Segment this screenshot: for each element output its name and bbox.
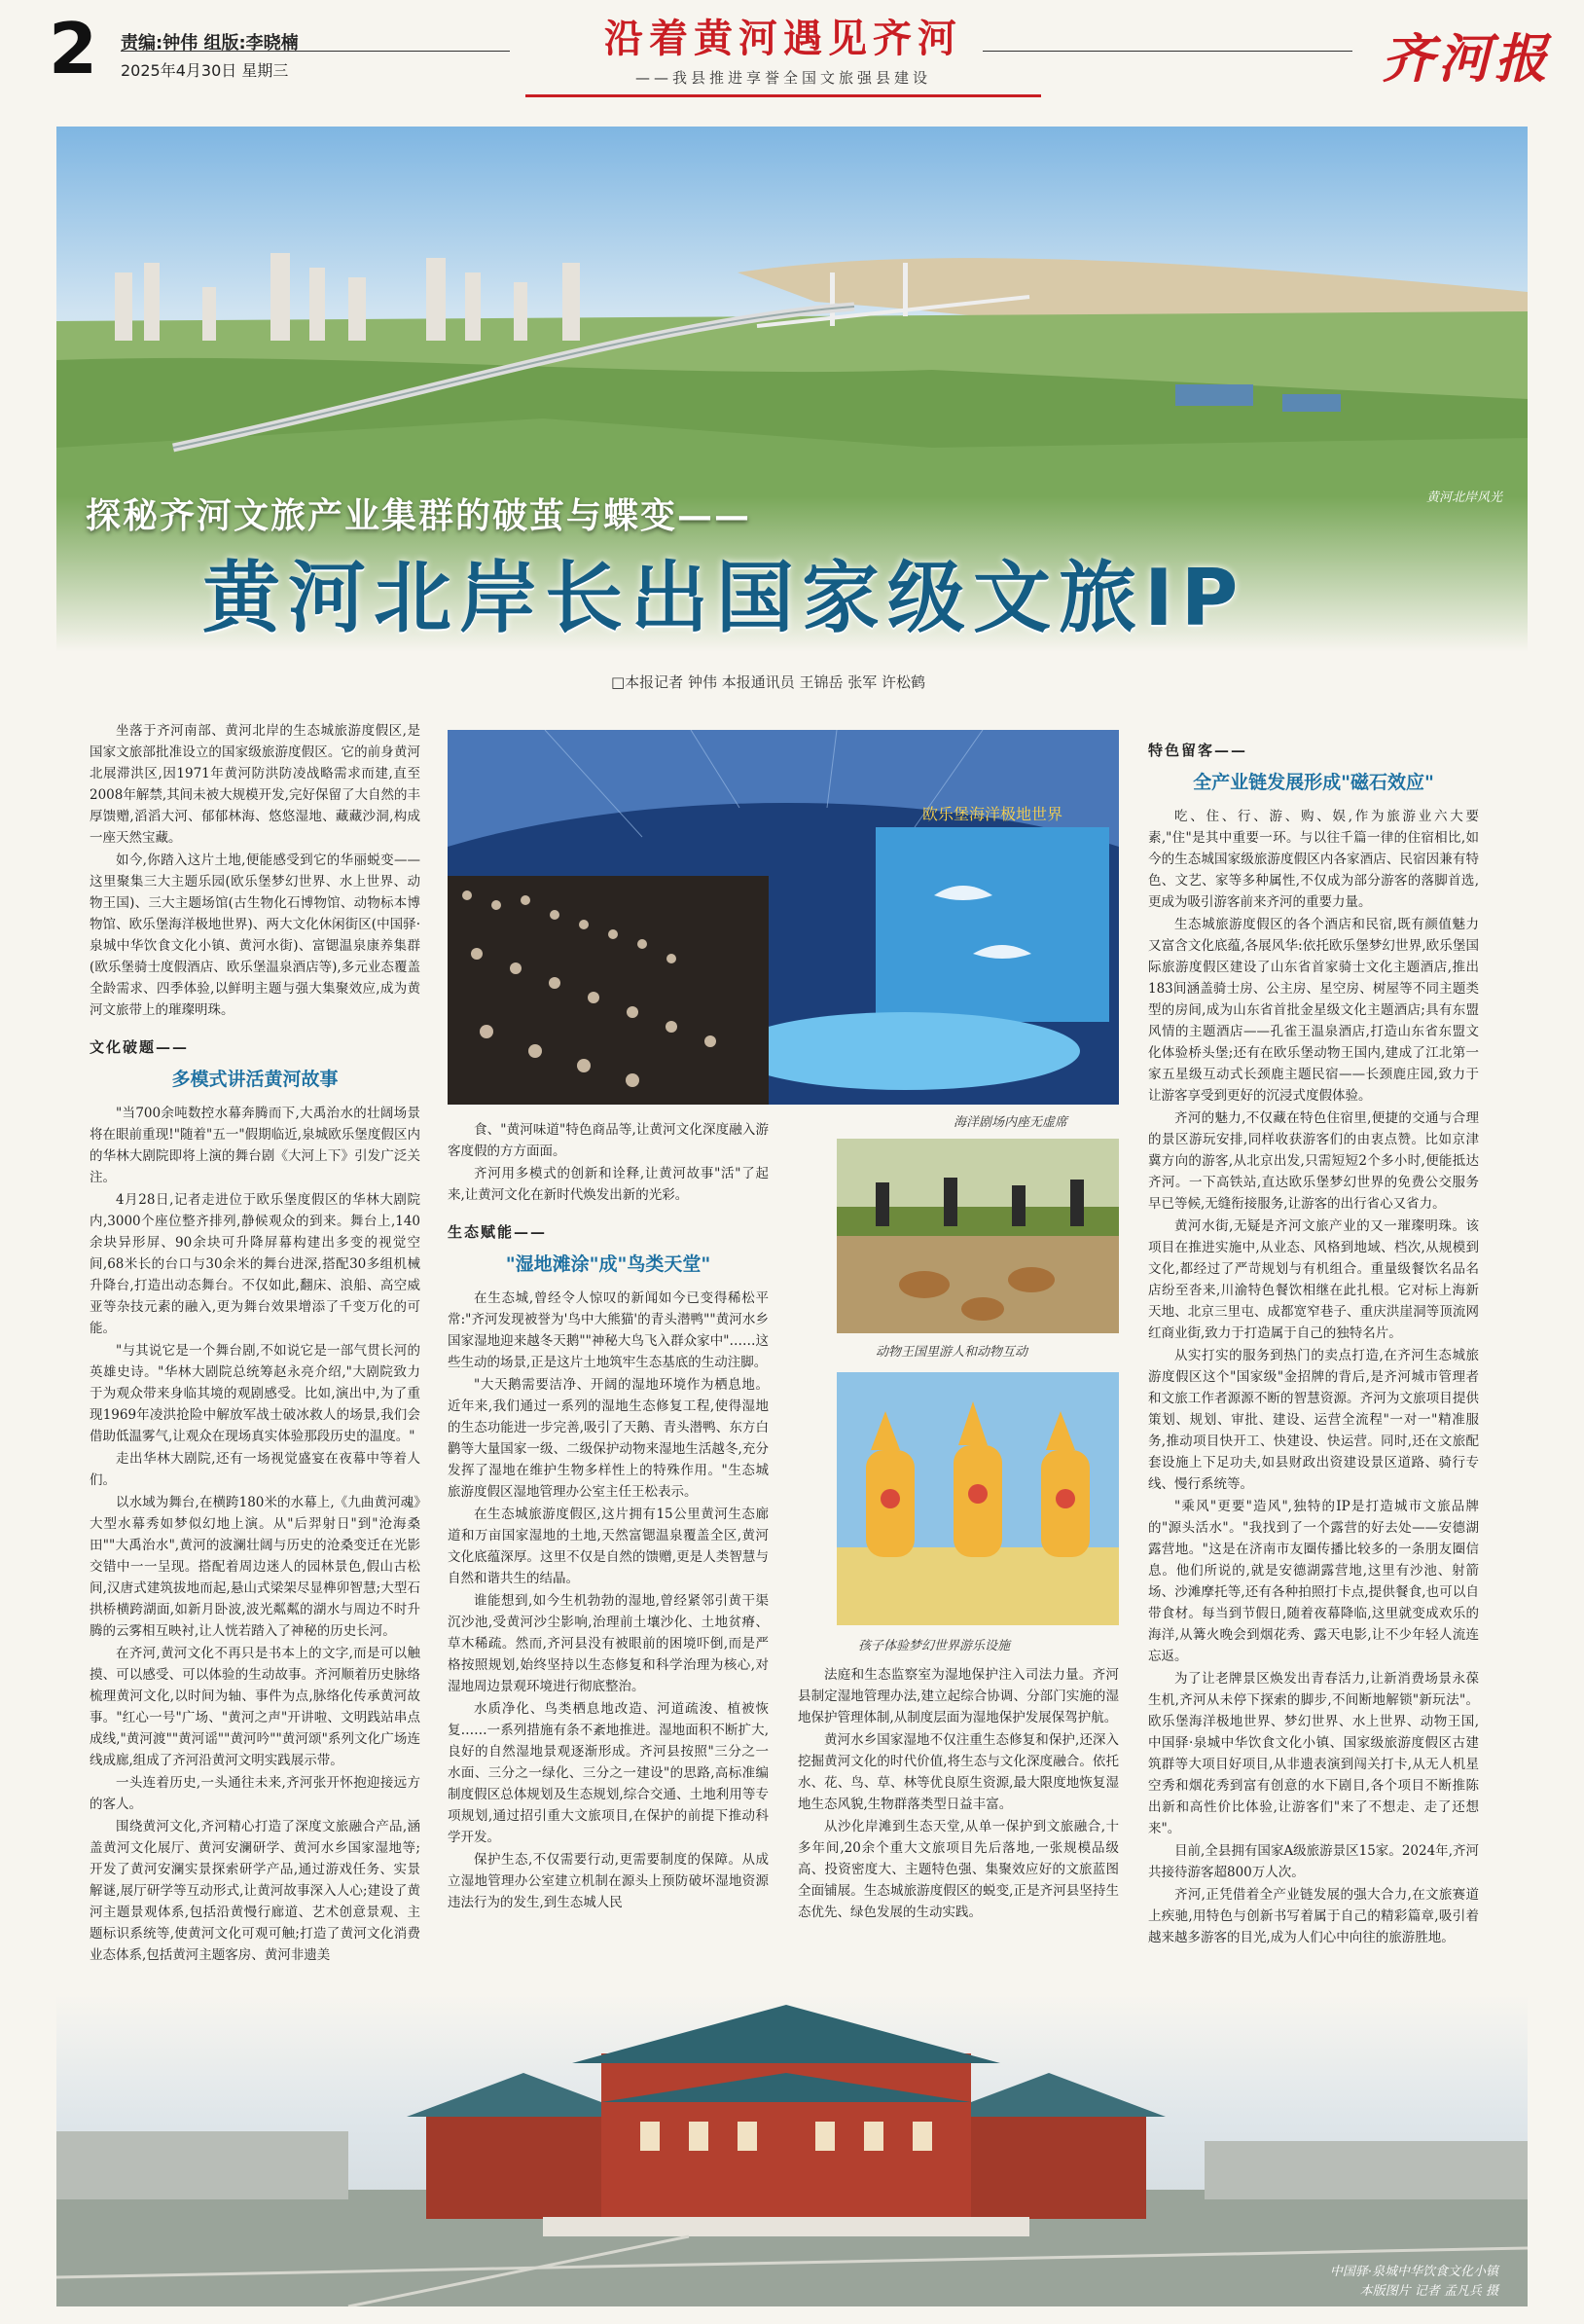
aquarium-photo-caption: 海洋剧场内座无虚席 [954,1115,1068,1130]
footer-photo-caption: 中国驿·泉城中华饮食文化小镇 [1329,2265,1498,2279]
paragraph: 一头连着历史,一头通往未来,齐河张开怀抱迎接远方的客人。 [90,1775,420,1812]
paragraph: 在生态城,曾经令人惊叹的新闻如今已变得稀松平常:"齐河发现被誉为'鸟中大熊猫'的青头潜鸭""黄河水乡国家湿地迎来越冬天鹅""神秘大鸟飞入群众家中"……这些生动的场景,正是这片土地筑牢生态基底的生动注脚。 [448,1290,769,1370]
column-subtitle: ——我县推进享誉全国文旅强县建设 [634,69,931,87]
section-kicker: 特色留客—— [1148,742,1248,759]
animal-photo [837,1139,1119,1333]
header-rule-left [121,51,510,52]
article-column-3 [798,1664,1119,1924]
paragraph: 如今,你踏入这片土地,便能感受到它的华丽蜕变——这里聚集三大主题乐园(欧乐堡梦幻世界、水上世界、动物王国)、三大主题场馆(古生物化石博物馆、动物标本博物馆、欧乐堡海洋极地世界)、两大文化休闲街区(中国驿·泉城中华饮食文化小镇、黄河水街)、富锶温泉康养集群(欧乐堡骑士度假酒店、欧乐堡温泉酒店等),多元业态覆盖全龄需求、四季体验,以鲜明主题与强大集聚效应,成为黄河文旅带上的璀璨明珠。 [90,853,420,1018]
editor-credits: 责编:钟伟 组版:李晓楠 [121,33,299,54]
section-title: 多模式讲活黄河故事 [171,1069,339,1090]
photo-credit: 本版图片 记者 孟凡兵 摄 [1359,2284,1498,2299]
issue-date: 2025年4月30日 星期三 [121,61,289,80]
main-headline: 黄河北岸长出国家级文旅IP [202,553,1246,643]
byline: □本报记者 钟伟 本报通讯员 王锦岳 张军 许松鹤 [611,673,926,691]
paragraph: 齐河用多模式的创新和诠释,让黄河故事"活"了起来,让黄河文化在新时代焕发出新的光彩。 [448,1166,769,1203]
article-column-4 [1148,740,1479,1949]
article-column-1 [90,720,420,1967]
paragraph: 在齐河,黄河文化不再只是书本上的文字,而是可以触摸、可以感受、可以体验的生动故事。齐河顺着历史脉络梳理黄河文化,以时间为轴、事件为点,脉络化传承黄河故事。"红心一号"广场、"黄河之声"开讲啦、文明践站串点成线,"黄河渡""黄河谣""黄河吟""黄河颂"系列文化广场连线成廊,组成了齐河沿黄河文明实践展示带。 [90,1646,420,1768]
paragraph: 坐落于齐河南部、黄河北岸的生态城旅游度假区,是国家文旅部批准设立的国家级旅游度假区。它的前身黄河北展滞洪区,因1971年黄河防洪防凌战略需求而建,直至2008年解禁,其间未被大规模开发,完好保留了大自然的丰厚馈赠,滔滔大河、郁郁林海、悠悠湿地、藏藏沙洞,构成一座天然宝藏。 [90,723,420,846]
kids-photo-caption: 孩子体验梦幻世界游乐设施 [858,1639,1011,1653]
headline-kicker: 探秘齐河文旅产业集群的破茧与蝶变—— [86,495,752,536]
section-heading-hospitality [1148,740,1479,794]
paragraph: 生态城旅游度假区的各个酒店和民宿,既有颜值魅力又富含文化底蕴,各展风华:依托欧乐堡梦幻世界,欧乐堡国际旅游度假区建设了山东省首家骑士文化主题酒店,推出183间涵盖骑士房、公主房、星空房、树屋等不同主题类型的房间,成为山东省首批金星级文化主题酒店;具有东盟风情的主题酒店——孔雀王温泉酒店,打造山东省东盟文化体验桥头堡;还有在欧乐堡动物王国内,建成了江北第一家五星级互动式长颈鹿主题民宿——长颈鹿庄园,致力于让游客享受到更好的沉浸式度假体验。 [1148,917,1479,1104]
aquarium-illustration [448,730,1119,1105]
aquarium-sign: 欧乐堡海洋极地世界 [921,805,1063,823]
paragraph: 齐河,正凭借着全产业链发展的强大合力,在文旅赛道上疾驰,用特色与创新书写着属于自己的精彩篇章,吸引着越来越多游客的目光,成为人们心中向往的旅游胜地。 [1148,1887,1479,1945]
animal-illustration [837,1139,1119,1333]
newspaper-logo: 齐河报 [1382,27,1551,90]
paragraph: 4月28日,记者走进位于欧乐堡度假区的华林大剧院内,3000个座位整齐排列,静候观众的到来。舞台上,140余块异形屏、90余块可升降屏幕构建出多变的视觉空间,68米长的台口与30余米的舞台进深,搭配30多组机械升降台,打造出动态舞台。不仅如此,翻床、浪船、高空威亚等杂技元素的融入,更为舞台效果增添了千变万化的可能。 [90,1192,420,1336]
paragraph: 从实打实的服务到热门的卖点打造,在齐河生态城旅游度假区这个"国家级"金招牌的背后,是齐河城市管理者和文旅工作者源源不断的智慧资源。齐河为文旅项目提供策划、规划、审批、建设、运营全流程"一对一"精准服务,推动项目快开工、快建设、快运营。同时,还在文旅配套设施上下足功夫,如县财政出资建设景区道路、骑行专线、慢行系统等。 [1148,1348,1479,1492]
aquarium-photo [448,730,1119,1105]
paragraph: 目前,全县拥有国家A级旅游景区15家。2024年,齐河共接待游客超800万人次。 [1148,1843,1479,1880]
paragraph: 在生态城旅游度假区,这片拥有15公里黄河生态廊道和万亩国家湿地的土地,天然富锶温泉覆盖全区,黄河文化底蕴深厚。这里不仅是自然的馈赠,更是人类智慧与自然和谐共生的结晶。 [448,1507,769,1586]
animal-photo-caption: 动物王国里游人和动物互动 [876,1345,1028,1360]
page-header [0,0,1584,107]
paragraph: 黄河水乡国家湿地不仅注重生态修复和保护,还深入挖掘黄河文化的时代价值,将生态与文化深度融合。依托水、花、鸟、草、林等优良原生资源,最大限度地恢复湿地生态风貌,生物群落类型日益丰富。 [798,1732,1119,1812]
column-title-block [525,8,1041,97]
column-title: 沿着黄河遇见齐河 [604,16,962,61]
paragraph: 吃、住、行、游、购、娱,作为旅游业六大要素,"住"是其中重要一环。与以往千篇一律的住宿相比,如今的生态城国家级旅游度假区内各家酒店、民宿因兼有特色、文艺、家等多种属性,不仅成为部分游客的落脚首选,更成为吸引游客前来齐河的重要力量。 [1148,809,1479,910]
section-kicker: 文化破题—— [90,1038,190,1056]
paragraph: "大天鹅需要洁净、开阔的湿地环境作为栖息地。近年来,我们通过一系列的湿地生态修复工程,使得湿地的生态功能进一步完善,吸引了天鹅、青头潜鸭、东方白鹳等大量国家一级、二级保护动物来湿地生活越冬,充分发挥了湿地在维护生物多样性上的特殊作用。"生态城旅游度假区湿地管理办公室主任王松表示。 [448,1377,769,1500]
section-title: 全产业链发展形成"磁石效应" [1193,772,1434,793]
kids-ride-photo [837,1372,1119,1625]
paragraph: "当700余吨数控水幕奔腾而下,大禹治水的壮阔场景将在眼前重现!"随着"五一"假期临近,泉城欧乐堡度假区内的华林大剧院即将上演的舞台剧《大河上下》引发广泛关注。 [90,1106,420,1185]
paragraph: "与其说它是一个舞台剧,不如说它是一部气贯长河的英雄史诗。"华林大剧院总统筹赵永亮介绍,"大剧院致力于为观众带来身临其境的观剧感受。比如,演出中,为了重现1969年凌洪抢险中解放军战士破冰救人的场景,我们会借助低温雾气,让观众在现场真实体验那段历史的温度。" [90,1343,420,1444]
paragraph: 食、"黄河味道"特色商品等,让黄河文化深度融入游客度假的方方面面。 [448,1122,769,1159]
paragraph: 以水域为舞台,在横跨180米的水幕上,《九曲黄河魂》大型水幕秀如梦似幻地上演。从"后羿射日"到"沧海桑田""大禹治水",黄河的波澜壮阔与历史的沧桑变迁在光影交错中一一呈现。搭配着周边迷人的园林景色,假山古松间,汉唐式建筑拔地而起,悬山式梁架尽显榫卯智慧;大型石拱桥横跨湖面,如新月卧波,波光粼粼的湖水与周边不时升腾的云雾相互映衬,让人恍若踏入了神秘的历史长河。 [90,1495,420,1639]
paragraph: 谁能想到,如今生机勃勃的湿地,曾经紧邻引黄干渠沉沙池,受黄河沙尘影响,治理前土壤沙化、土地贫瘠、草木稀疏。然而,齐河县没有被眼前的困境吓倒,而是严格按照规划,始终坚持以生态修复和科学治理为核心,对湿地周边景观环境进行彻底整治。 [448,1593,769,1694]
paragraph: 走出华林大剧院,还有一场视觉盛宴在夜幕中等着人们。 [90,1451,420,1488]
section-kicker: 生态赋能—— [448,1223,548,1241]
paragraph: 保护生态,不仅需要行动,更需要制度的保障。从成立湿地管理办公室建立机制在源头上预防破坏湿地资源违法行为的发生,到生态城人民 [448,1852,769,1910]
paragraph: "乘风"更要"造风",独特的IP是打造城市文旅品牌的"源头活水"。"我找到了一个露营的好去处——安德湖露营地。"这是在济南市友圈传播比较多的一条朋友圈信息。他们所说的,就是安德湖露营地,这里有沙池、射箭场、沙滩摩托等,还有各种拍照打卡点,提供餐食,也可以自带食材。每当到节假日,随着夜幕降临,这里就变成欢乐的海洋,从篝火晚会到烟花秀、露天电影,让不少年轻人流连忘返。 [1148,1499,1479,1664]
hero-photo [56,127,1528,652]
kids-ride-illustration [837,1372,1119,1625]
section-heading-ecology [448,1221,769,1276]
paragraph: 水质净化、鸟类栖息地改造、河道疏浚、植被恢复……一系列措施有条不紊地推进。湿地面积不断扩大,良好的自然湿地景观逐渐形成。齐河县按照"三分之一水面、三分之一绿化、三分之一建设"的思路,高标准编制度假区总体规划及生态规划,综合交通、土地利用等专项规划,通过招引重大文旅项目,在保护的前提下推动科学开发。 [448,1701,769,1845]
paragraph: 从沙化岸滩到生态天堂,从单一保护到文旅融合,十多年间,20余个重大文旅项目先后落地,一张规模品级高、投资密度大、主题特色强、集聚效应好的文旅蓝图全面铺展。生态城旅游度假区的蜕变,正是齐河县坚持生态优先、绿色发展的生动实践。 [798,1819,1119,1920]
paragraph: 围绕黄河文化,齐河精心打造了深度文旅融合产品,涵盖黄河文化展厅、黄河安澜研学、黄河水乡国家湿地等;开发了黄河安澜实景探索研学产品,通过游戏任务、实景解谜,展厅研学等互动形式,让黄河故事深入人心;建设了黄河主题景观体系,包括沿黄慢行廊道、艺术创意景观、主题标识系统等,使黄河文化可观可触;打造了黄河文化消费业态体系,包括黄河主题客房、黄河非遗美 [90,1819,420,1963]
hero-photo-caption: 黄河北岸风光 [1425,490,1502,505]
header-rule-right [983,51,1352,52]
paragraph: 齐河的魅力,不仅藏在特色住宿里,便捷的交通与合理的景区游玩安排,同样收获游客们的由衷点赞。比如京津冀方向的游客,从北京出发,只需短短2个多小时,便能抵达齐河。一下高铁站,直达欧乐堡梦幻世界的免费公交服务早已等候,无缝衔接服务,让游客的出行省心又省力。 [1148,1110,1479,1212]
page-number: 2 [49,8,98,90]
article-column-2 [448,1119,769,1914]
section-heading-culture [90,1036,420,1091]
palace-illustration [56,1995,1528,2306]
footer-photo [56,1995,1528,2306]
paragraph: 法庭和生态监察室为湿地保护注入司法力量。齐河县制定湿地管理办法,建立起综合协调、分部门实施的湿地保护管理体制,从制度层面为湿地保护发展保驾护航。 [798,1667,1119,1725]
paragraph: 黄河水街,无疑是齐河文旅产业的又一璀璨明珠。该项目在推进实施中,从业态、风格到地域、档次,从规模到文化,都经过了严苛规划与有机组合。重量级餐饮名品名店纷至沓来,川渝特色餐饮相继在此扎根。它对标上海新天地、北京三里屯、成都宽窄巷子、重庆洪崖洞等顶流网红商业街,致力于打造属于自己的独特名片。 [1148,1218,1479,1341]
paragraph: 为了让老牌景区焕发出青春活力,让新消费场景永葆生机,齐河从未停下探索的脚步,不间断地解锁"新玩法"。欧乐堡海洋极地世界、梦幻世界、水上世界、动物王国,中国驿·泉城中华饮食文化小镇、国家级旅游度假区古建筑群等大项目好项目,从非遗表演到闯关打卡,从无人机星空秀和烟花秀到富有创意的水下剧目,各个项目不断推陈出新和高性价比体验,让游客们"来了不想走、走了还想来"。 [1148,1671,1479,1836]
section-title: "湿地滩涂"成"鸟类天堂" [505,1253,711,1275]
